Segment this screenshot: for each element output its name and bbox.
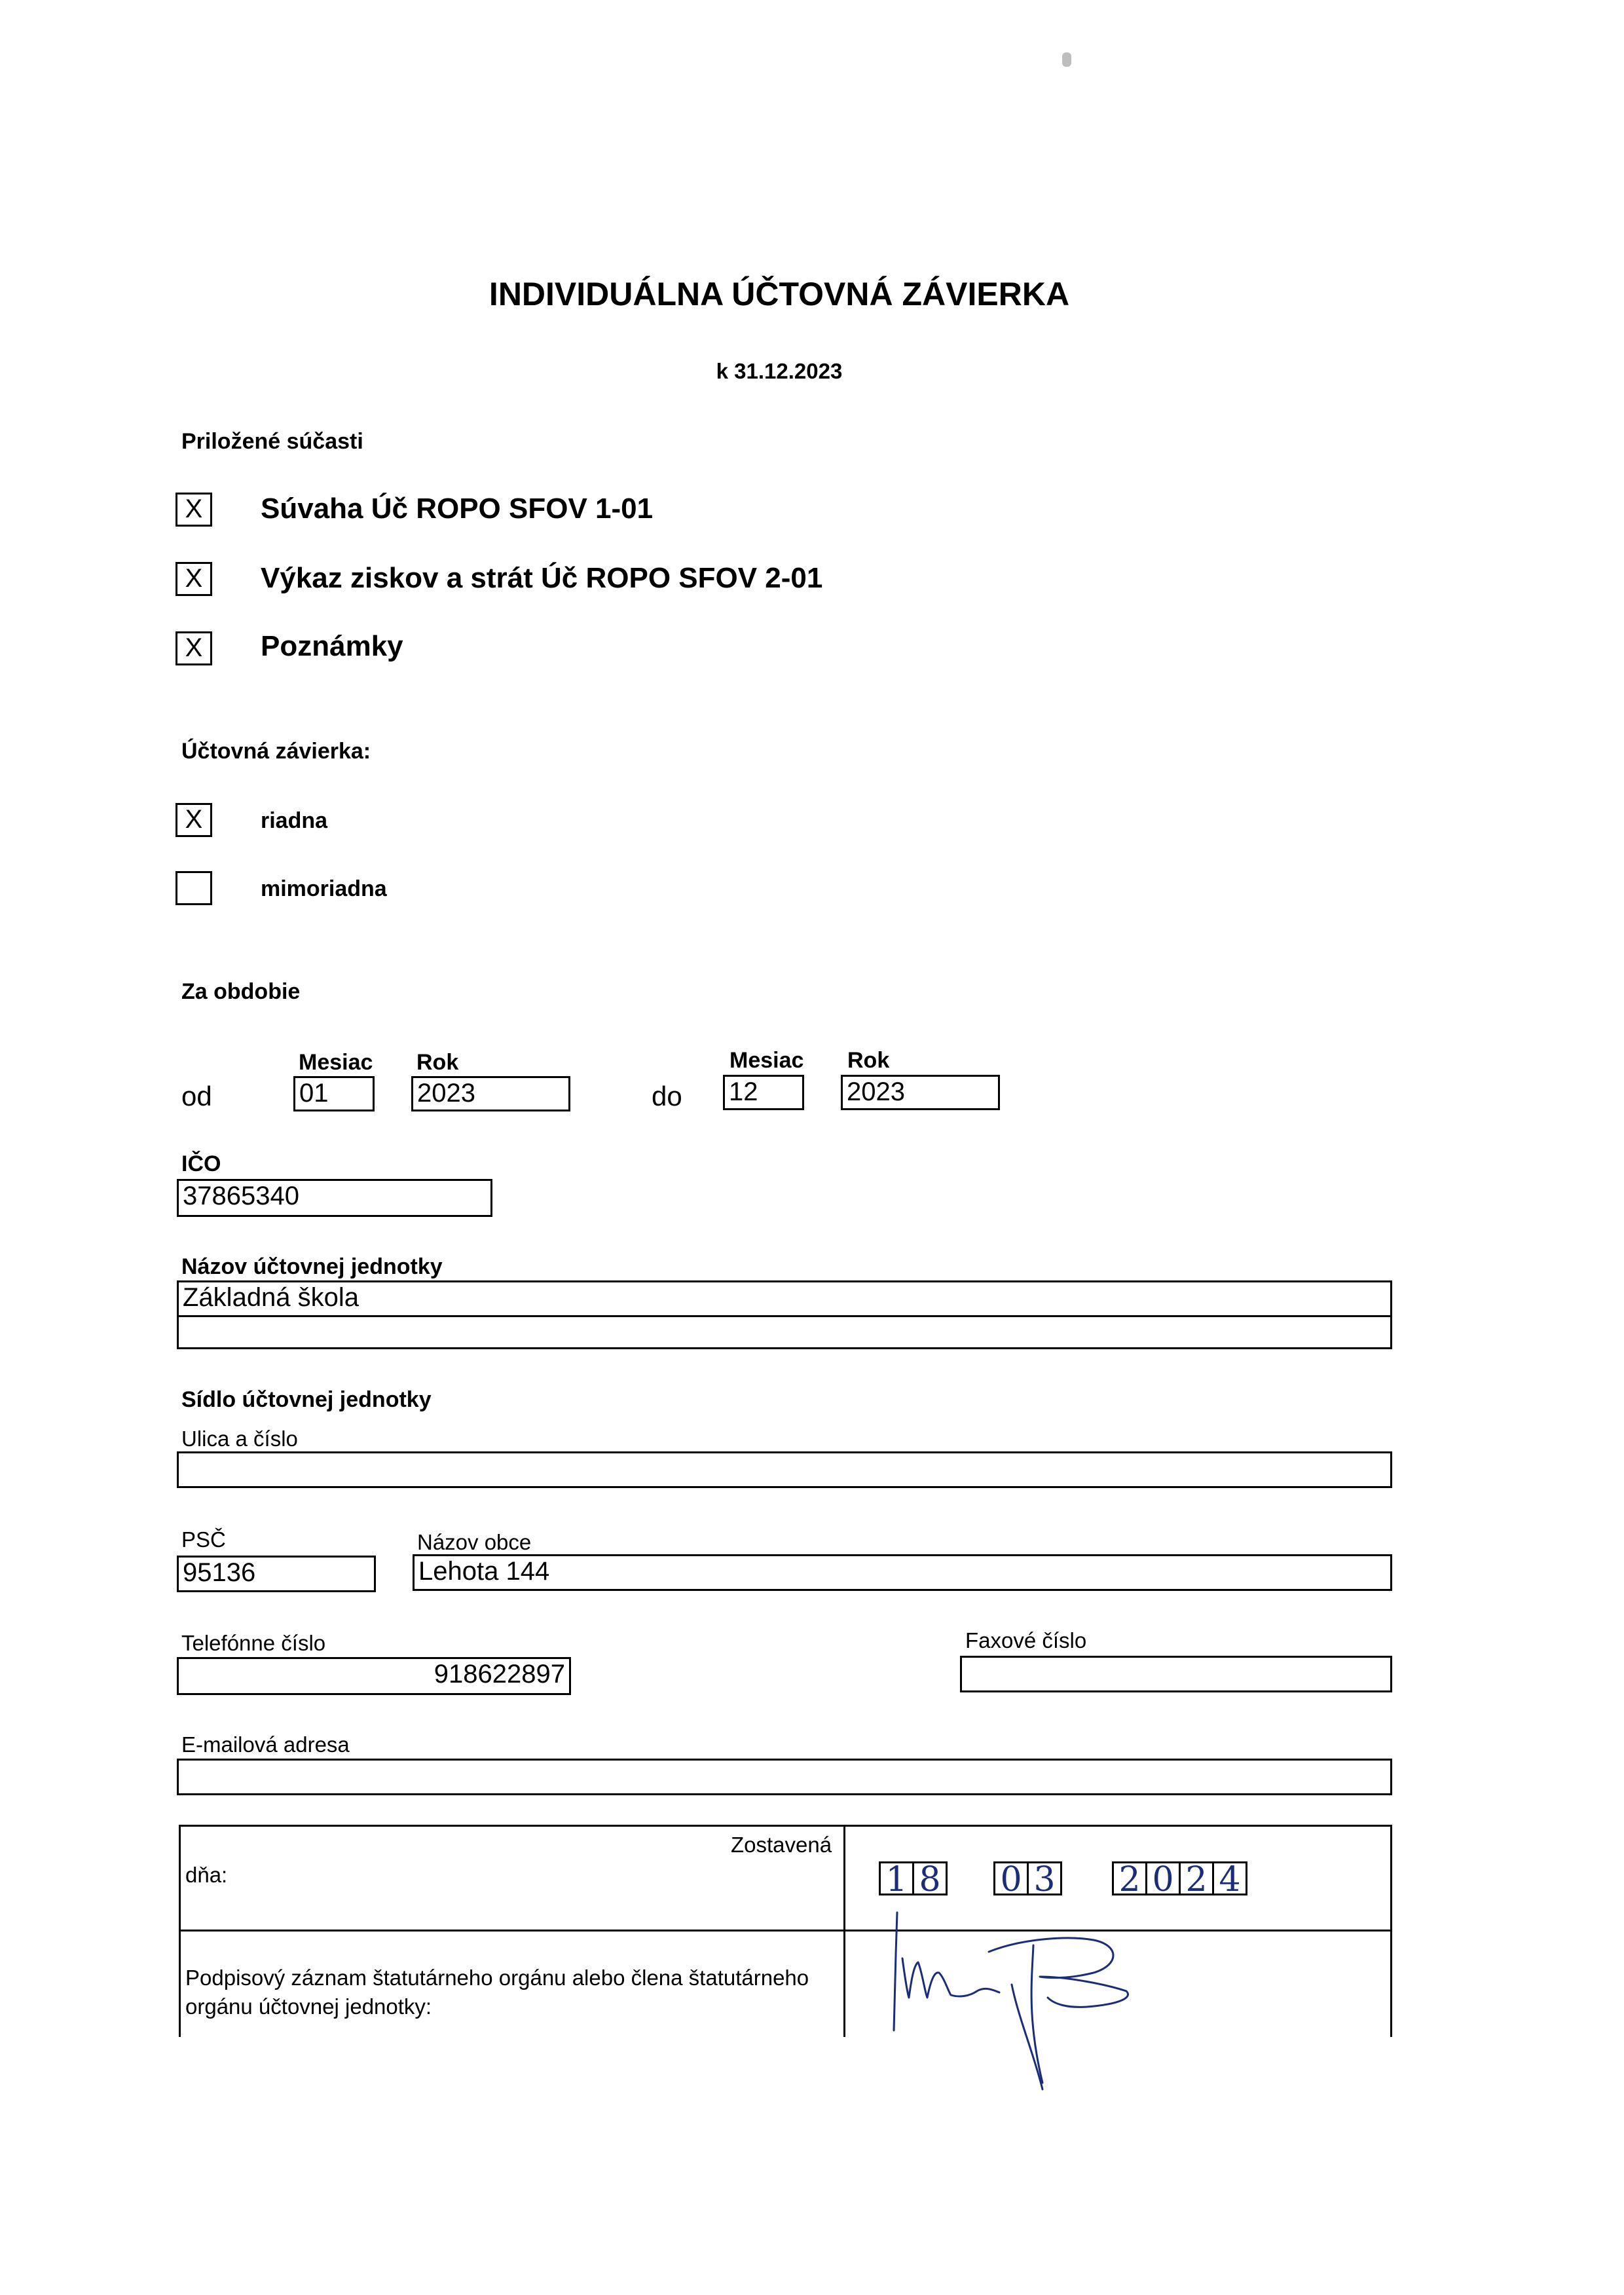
from-month-field[interactable]: 01 (293, 1076, 375, 1111)
street-label: Ulica a číslo (181, 1427, 298, 1451)
date-month-box-1[interactable] (993, 1860, 1029, 1899)
to-month-label: Mesiac (729, 1048, 804, 1073)
from-year-label: Rok (416, 1050, 459, 1075)
checkbox-suvaha[interactable]: X (175, 493, 212, 527)
city-field[interactable]: Lehota 144 (413, 1554, 1392, 1591)
checkbox-vykaz[interactable]: X (175, 562, 212, 596)
handwritten-signature (871, 1899, 1211, 2096)
scan-speck (1062, 52, 1071, 67)
to-label: do (652, 1081, 682, 1111)
ico-field[interactable]: 37865340 (177, 1179, 492, 1217)
date-month-box-2[interactable] (1027, 1860, 1062, 1899)
fax-label: Faxové číslo (965, 1628, 1087, 1652)
handwritten-digit: 2 (1185, 1860, 1208, 1899)
date-day-box-2[interactable] (912, 1860, 948, 1899)
handwritten-digit: 2 (1118, 1860, 1141, 1899)
seat-heading: Sídlo účtovnej jednotky (181, 1387, 432, 1412)
compiled-day-label: dňa: (185, 1863, 228, 1887)
handwritten-digit: 0 (1000, 1860, 1022, 1899)
item-vykaz-label: Výkaz ziskov a strát Úč ROPO SFOV 2-01 (261, 562, 823, 594)
checkbox-poznamky[interactable]: X (175, 631, 212, 665)
to-month-field[interactable]: 12 (723, 1075, 804, 1110)
handwritten-digit: 1 (885, 1860, 908, 1899)
checkbox-riadna[interactable]: X (175, 803, 212, 837)
date-day-box-1[interactable] (879, 1860, 914, 1899)
handwritten-digit: 8 (919, 1860, 941, 1899)
date-year-box-3[interactable] (1179, 1860, 1214, 1899)
handwritten-digit: 0 (1152, 1860, 1174, 1899)
handwritten-digit: 3 (1033, 1860, 1056, 1899)
closing-type-heading: Účtovná závierka: (181, 739, 371, 764)
handwritten-digit: 4 (1219, 1860, 1241, 1899)
from-month-label: Mesiac (299, 1050, 373, 1075)
from-year-field[interactable]: 2023 (411, 1076, 570, 1111)
signature-label: Podpisový záznam štatutárneho orgánu alebo člena štatutárneho orgánu účtovnej jednotky: (185, 1966, 809, 2019)
city-label: Názov obce (417, 1530, 532, 1554)
fax-field[interactable] (960, 1656, 1392, 1692)
option-riadna-label: riadna (261, 808, 328, 833)
ico-label: IČO (181, 1151, 221, 1176)
page-title: INDIVIDUÁLNA ÚČTOVNÁ ZÁVIERKA (489, 276, 1070, 312)
date-year-box-4[interactable] (1212, 1860, 1247, 1899)
entity-name-field-line2[interactable] (177, 1315, 1392, 1349)
to-year-label: Rok (847, 1048, 890, 1073)
phone-field[interactable]: 918622897 (177, 1657, 571, 1695)
date-line: k 31.12.2023 (716, 359, 843, 383)
date-year-box-1[interactable] (1112, 1860, 1147, 1899)
option-mimoriadna-label: mimoriadna (261, 876, 387, 901)
compiled-label: Zostavená (731, 1833, 832, 1857)
street-field[interactable] (177, 1451, 1392, 1488)
entity-name-label: Názov účtovnej jednotky (181, 1254, 443, 1279)
attachments-heading: Priložené súčasti (181, 429, 363, 454)
psc-field[interactable]: 95136 (177, 1556, 376, 1592)
phone-label: Telefónne číslo (181, 1631, 326, 1655)
period-heading: Za obdobie (181, 979, 301, 1004)
item-poznamky-label: Poznámky (261, 630, 403, 662)
email-label: E-mailová adresa (181, 1732, 350, 1757)
from-label: od (181, 1081, 212, 1111)
to-year-field[interactable]: 2023 (841, 1075, 1000, 1110)
checkbox-mimoriadna[interactable] (175, 871, 212, 905)
item-suvaha-label: Súvaha Úč ROPO SFOV 1-01 (261, 493, 654, 525)
date-year-box-2[interactable] (1145, 1860, 1181, 1899)
psc-label: PSČ (181, 1527, 226, 1552)
email-field[interactable] (177, 1759, 1392, 1795)
entity-name-field-line1[interactable]: Základná škola (177, 1280, 1392, 1317)
